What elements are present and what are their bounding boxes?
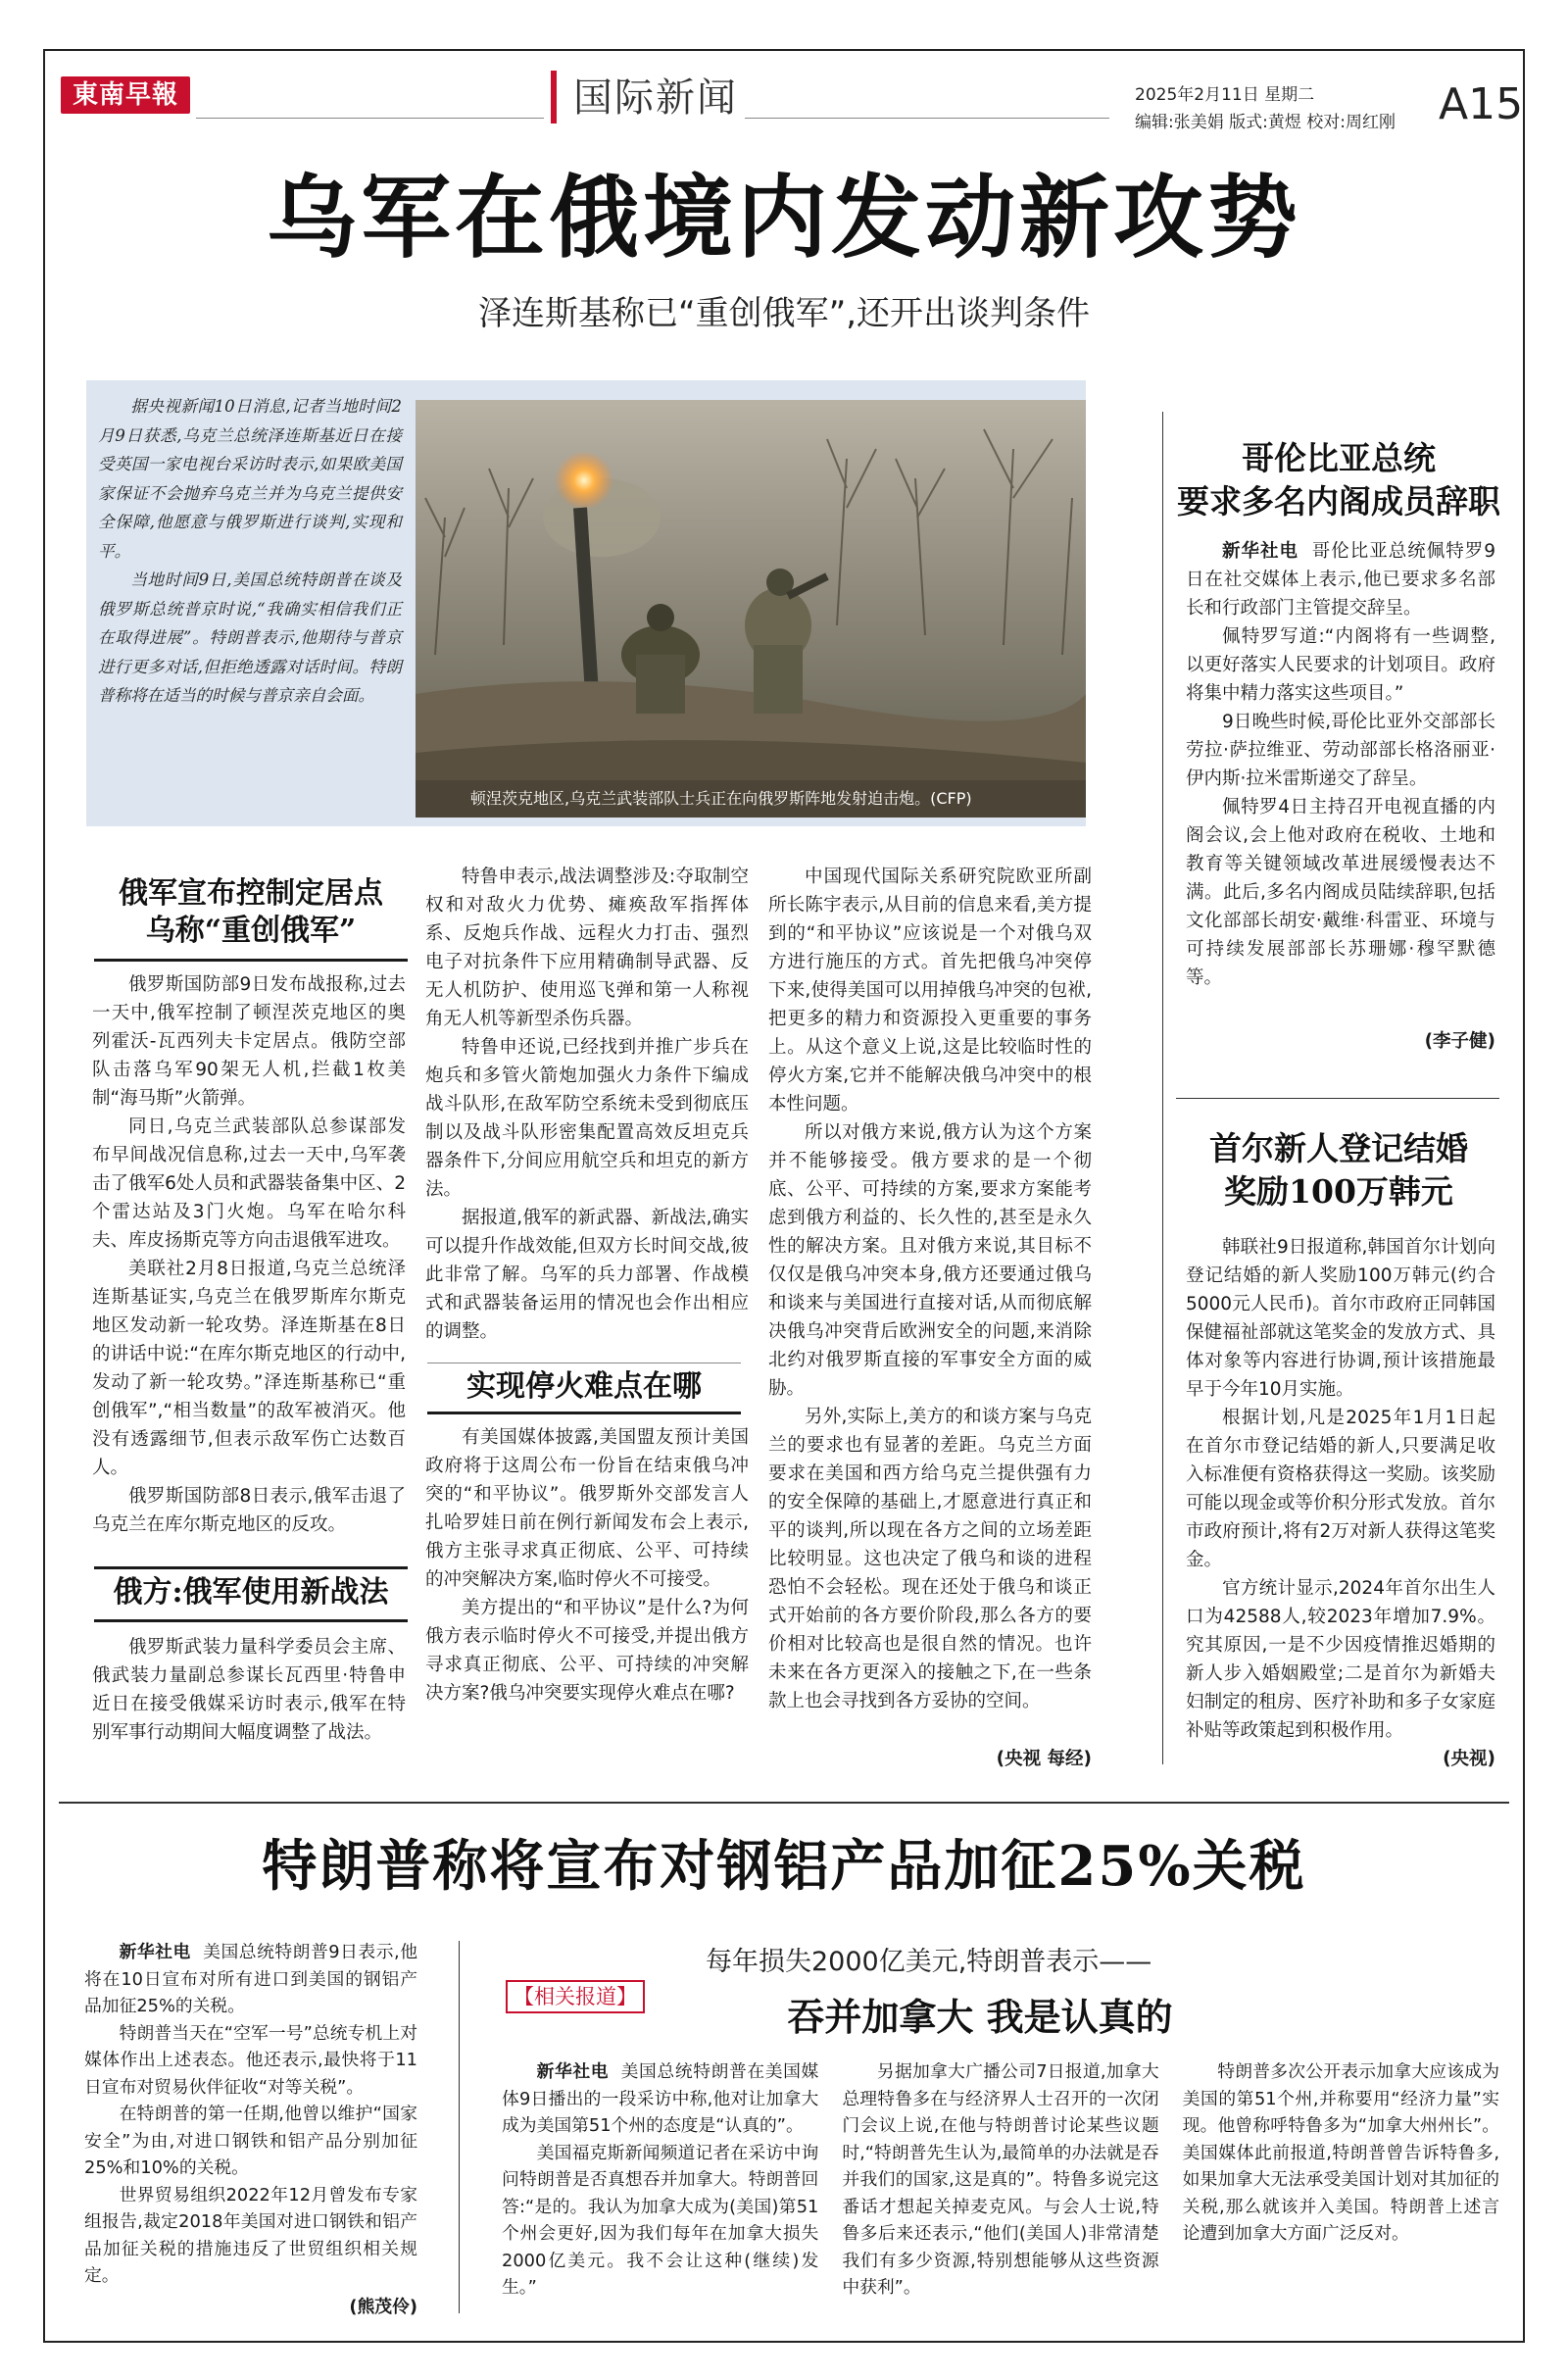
related-subtitle: 每年损失2000亿美元,特朗普表示——	[706, 1947, 1152, 1977]
sidebar-divider	[1162, 412, 1163, 1764]
masthead-divider-right	[745, 118, 1109, 119]
paragraph: 官方统计显示,2024年首尔出生人口为42588人,较2023年增加7.9%。究其原因,一是不少因疫情推迟婚期的新人步入婚姻殿堂;二是首尔为新婚夫妇制定的租房、医疗补助和多子女家庭补贴等政策起到积极作用。	[1186, 1578, 1495, 1741]
sidebar-credit-colombia: (李子健)	[1424, 1031, 1495, 1052]
section-rule	[94, 959, 408, 962]
paragraph: 另据加拿大广播公司7日报道,加拿大总理特鲁多在与经济界人士召开的一次闭门会议上说,在他与特朗普讨论某些议题时,“特朗普先生认为,最简单的办法就是吞并我们的国家,这是真的”。特鲁多说完这番话才想起关掉麦克风。与会人士说,特鲁多后来还表示,“他们(美国人)非常清楚我们有多少资源,特别想能够从这些资源中获利”。	[842, 2061, 1159, 2298]
dateline: 新华社电	[1222, 541, 1298, 562]
paragraph-text: 哥伦比亚总统佩特罗9日在社交媒体上表示,他已要求多名部长和行政部门主管提交辞呈。	[1186, 541, 1495, 619]
paragraph: 所以对俄方来说,俄方认为这个方案并不能够接受。俄方要求的是一个彻底、公平、可持续的方案,要求方案能考虑到俄方利益的、长久性的,甚至是永久性的解决方案。且对俄方来说,其目标不仅仅是俄乌冲突本身,俄方还要通过俄乌和谈来与美国进行直接对话,从而彻底解决俄乌冲突背后欧洲安全的问题,来消除北约对俄罗斯直接的军事安全方面的威胁。	[768, 1122, 1092, 1399]
editor-credits: 编辑:张美娟 版式:黄煜 校对:周红刚	[1135, 113, 1396, 132]
paragraph: 佩特罗写道:“内阁将有一些调整,以更好落实人民要求的计划项目。政府将集中精力落实这些项目。”	[1186, 626, 1495, 704]
paragraph	[1186, 537, 1495, 622]
tariff-credit: (熊茂伶)	[349, 2297, 417, 2317]
paragraph: 特鲁申表示,战法调整涉及:夺取制空权和对敌火力优势、瘫痪敌军指挥体系、反炮兵作战、远程火力打击、强烈电子对抗条件下应用精确制导武器、反无人机防护、使用巡飞弹和第一人称视角无人机等新型杀伤兵器。	[425, 867, 749, 1029]
paragraph: 有美国媒体披露,美国盟友预计美国政府将于这周公布一份旨在结束俄乌冲突的“和平协议”。俄罗斯外交部发言人扎哈罗娃日前在例行新闻发布会上表示,俄方主张寻求真正彻底、公平、可持续的冲突解决方案,临时停火不可接受。	[425, 1427, 749, 1590]
paragraph: 俄罗斯国防部8日表示,俄军击退了乌克兰在库尔斯克地区的反攻。	[92, 1486, 406, 1535]
section-body-ceasefire-start	[425, 1423, 749, 1708]
masthead-divider-left	[196, 118, 544, 119]
dateline: 新华社电	[536, 2061, 610, 2082]
photo-illustration	[416, 400, 1086, 818]
paragraph: 根据计划,凡是2025年1月1日起在首尔市登记结婚的新人,只要满足收入标准便有资格获得这一奖励。该奖励可能以现金或等价积分形式发放。首尔市政府预计,将有2万对新人获得这笔奖金。	[1186, 1408, 1495, 1570]
paragraph-text: 美国总统特朗普9日表示,他将在10日宣布对所有进口到美国的钢铝产品加征25%的关税。	[84, 1942, 417, 2016]
sidebar-title-seoul: 首尔新人登记结婚 奖励100万韩元	[1209, 1129, 1468, 1211]
newspaper-logo[interactable]: 東南早報	[61, 76, 190, 114]
lead-paragraph: 据央视新闻10日消息,记者当地时间2月9日获悉,乌克兰总统泽连斯基近日在接受英国一家电视台采访时表示,如果欧美国家保证不会抛弃乌克兰并为乌克兰提供安全保障,他愿意与俄罗斯进行谈判,实现和平。	[98, 397, 402, 561]
section-body-tactics-start	[92, 1633, 406, 1747]
mortar-soldiers-photo[interactable]	[416, 400, 1086, 818]
paragraph: 中国现代国际关系研究院欧亚所副所长陈宇表示,从目前的信息来看,美方提到的“和平协议”应该说是一个对俄乌双方进行施压的方式。首先把俄乌冲突停下来,使得美国可以用掉俄乌冲突的包袱,把更多的精力和资源投入更重要的事务上。从这个意义上说,这是比较临时性的停火方案,它并不能解决俄乌冲突中的根本性问题。	[768, 867, 1092, 1115]
paragraph: 美国福克斯新闻频道记者在采访中询问特朗普是否真想吞并加拿大。特朗普回答:“是的。我认为加拿大成为(美国)第51个州会更好,因为我们每年在加拿大损失2000亿美元。我不会让这种(继续)发生。”	[502, 2142, 819, 2298]
lead-paragraph: 当地时间9日,美国总统特朗普在谈及俄罗斯总统普京时说,“我确实相信我们正在取得进展”。特朗普表示,他期待与普京进行更多对话,但拒绝透露对话时间。特朗普称将在适当的时候与普京亲自会面。	[98, 570, 402, 705]
paragraph: 特朗普当天在“空军一号”总统专机上对媒体作出上述表态。他还表示,最快将于11日宣布对贸易伙伴征收“对等关税”。	[84, 2022, 417, 2098]
paragraph-text: 美国总统特朗普在美国媒体9日播出的一段采访中称,他对让加拿大成为美国第51个州的态度是“认真的”。	[502, 2061, 819, 2136]
paragraph: 9日晚些时候,哥伦比亚外交部部长劳拉·萨拉维亚、劳动部部长格洛丽亚·伊内斯·拉米雷斯递交了辞呈。	[1186, 712, 1495, 789]
section-rule	[94, 1566, 408, 1569]
main-subheadline: 泽连斯基称已“重创俄军”,还开出谈判条件	[477, 294, 1091, 333]
paragraph: 美方提出的“和平协议”是什么?为何俄方表示临时停火不可接受,并提出俄方寻求真正彻底、公平、可持续的冲突解决方案?俄乌冲突要实现停火难点在哪?	[425, 1598, 749, 1704]
story-credit: (央视 每经)	[996, 1749, 1092, 1769]
tariff-body	[84, 1939, 417, 2290]
paragraph: 在特朗普的第一任期,他曾以维护“国家安全”为由,对进口钢铁和铝产品分别加征25%和10%的关税。	[84, 2104, 417, 2178]
paragraph: 另外,实际上,美方的和谈方案与乌克兰的要求也有显著的差距。乌克兰方面要求在美国和西方给乌克兰提供强有力的安全保障的基础上,才愿意进行真正和平的谈判,所以现在各方之间的立场差距比较明显。这也决定了俄乌和谈的进程恐怕不会轻松。现在还处于俄乌和谈正式开始前的各方要价阶段,那么各方的要价相对比较高也是很自然的情况。也许未来在各方更深入的接触之下,在一些条款上也会寻找到各方妥协的空间。	[768, 1407, 1092, 1711]
tariff-headline: 特朗普称将宣布对钢铝产品加征25%关税	[262, 1834, 1306, 1899]
issue-date: 2025年2月11日 星期二	[1135, 85, 1315, 105]
section-title-ceasefire: 实现停火难点在哪	[466, 1369, 702, 1404]
paragraph: 俄罗斯国防部9日发布战报称,过去一天中,俄军控制了顿涅茨克地区的奥列霍沃-瓦西列夫卡定居点。俄防空部队击落乌军90架无人机,拦截1枚美制“海马斯”火箭弹。	[92, 974, 406, 1109]
section-marker	[551, 71, 557, 124]
photo-caption: 顿涅茨克地区,乌克兰武装部队士兵正在向俄罗斯阵地发射迫击炮。(CFP)	[416, 780, 1086, 818]
paragraph	[502, 2058, 818, 2140]
section-body-control	[92, 970, 406, 1539]
paragraph: 据报道,俄军的新武器、新战法,确实可以提升作战效能,但双方长时间交战,彼此非常了解。乌军的兵力部署、作战模式和武器装备运用的情况也会作出相应的调整。	[425, 1208, 749, 1342]
paragraph: 同日,乌克兰武装部队总参谋部发布早间战况信息称,过去一天中,乌军袭击了俄军6处人员和武器装备集中区、2个雷达站及3门火炮。乌军在哈尔科夫、库皮扬斯克等方向击退俄军进攻。	[92, 1116, 406, 1251]
lead-text	[98, 392, 402, 711]
bottom-column-divider	[459, 1941, 460, 2313]
section-rule	[94, 1619, 408, 1622]
section-body-tactics-cont	[425, 863, 749, 1346]
section-title-control: 俄军宣布控制定居点 乌称“重创俄军”	[119, 876, 383, 948]
section-divider	[59, 1802, 1509, 1804]
section-rule	[427, 1412, 741, 1414]
sidebar-body-seoul	[1186, 1233, 1495, 1745]
section-name: 国际新闻	[573, 75, 738, 121]
paragraph: 俄罗斯武装力量科学委员会主席、俄武装力量副总参谋长瓦西里·特鲁申近日在接受俄媒采访时表示,俄军在特别军事行动期间大幅度调整了战法。	[92, 1637, 406, 1743]
paragraph: 特鲁申还说,已经找到并推广步兵在炮兵和多管火箭炮加强火力条件下编成战斗队形,在敌军防空系统未受到彻底压制以及战斗队形密集配置高效反坦克兵器条件下,分间应用航空兵和坦克的新方法。	[425, 1037, 749, 1200]
related-reports-tag: 【相关报道】	[506, 1980, 645, 2013]
section-body-ceasefire-cont	[768, 863, 1092, 1715]
page-number: A15	[1439, 79, 1524, 129]
dateline: 新华社电	[119, 1942, 191, 1962]
paragraph: 韩联社9日报道称,韩国首尔计划向登记结婚的新人奖励100万韩元(约合5000元人民币)。首尔市政府正同韩国保健福祉部就这笔奖金的发放方式、具体对象等内容进行协调,预计该措施最早于今年10月实施。	[1186, 1237, 1495, 1400]
sidebar-credit-seoul: (央视)	[1443, 1749, 1495, 1769]
paragraph	[84, 1939, 417, 2020]
main-headline: 乌军在俄境内发动新攻势	[266, 166, 1301, 271]
paragraph: 世界贸易组织2022年12月曾发布专家组报告,裁定2018年美国对进口钢铁和铝产品加征关税的措施违反了世贸组织相关规定。	[84, 2184, 417, 2286]
paragraph: 佩特罗4日主持召开电视直播的内阁会议,会上他对政府在税收、土地和教育等关键领域改革进展缓慢表达不满。此后,多名内阁成员陆续辞职,包括文化部部长胡安·戴维·科雷亚、环境与可持续发展部部长苏珊娜·穆罕默德等。	[1186, 797, 1495, 988]
sidebar-title-colombia: 哥伦比亚总统 要求多名内阁成员辞职	[1177, 439, 1500, 520]
section-title-tactics: 俄方:俄军使用新战法	[113, 1575, 389, 1610]
sidebar-body-colombia	[1186, 537, 1495, 992]
paragraph: 特朗普多次公开表示加拿大应该成为美国的第51个州,并称要用“经济力量”实现。他曾称呼特鲁多为“加拿大州州长”。美国媒体此前报道,特朗普曾告诉特鲁多,如果加拿大无法承受美国计划对其加征的关税,那么就该并入美国。特朗普上述言论遭到加拿大方面广泛反对。	[1182, 2061, 1499, 2244]
related-title: 吞并加拿大 我是认真的	[787, 1995, 1173, 2039]
paragraph: 美联社2月8日报道,乌克兰总统泽连斯基证实,乌克兰在俄罗斯库尔斯克地区发动新一轮攻势。泽连斯基在8日的讲话中说:“在库尔斯克地区的行动中,发动了新一轮攻势。”泽连斯基称已“重创俄军”,“相当数量”的敌军被消灭。他没有透露细节,但表示敌军伤亡达数百人。	[92, 1259, 406, 1478]
sidebar-separator	[1176, 1098, 1499, 1099]
related-body	[502, 2058, 1499, 2323]
